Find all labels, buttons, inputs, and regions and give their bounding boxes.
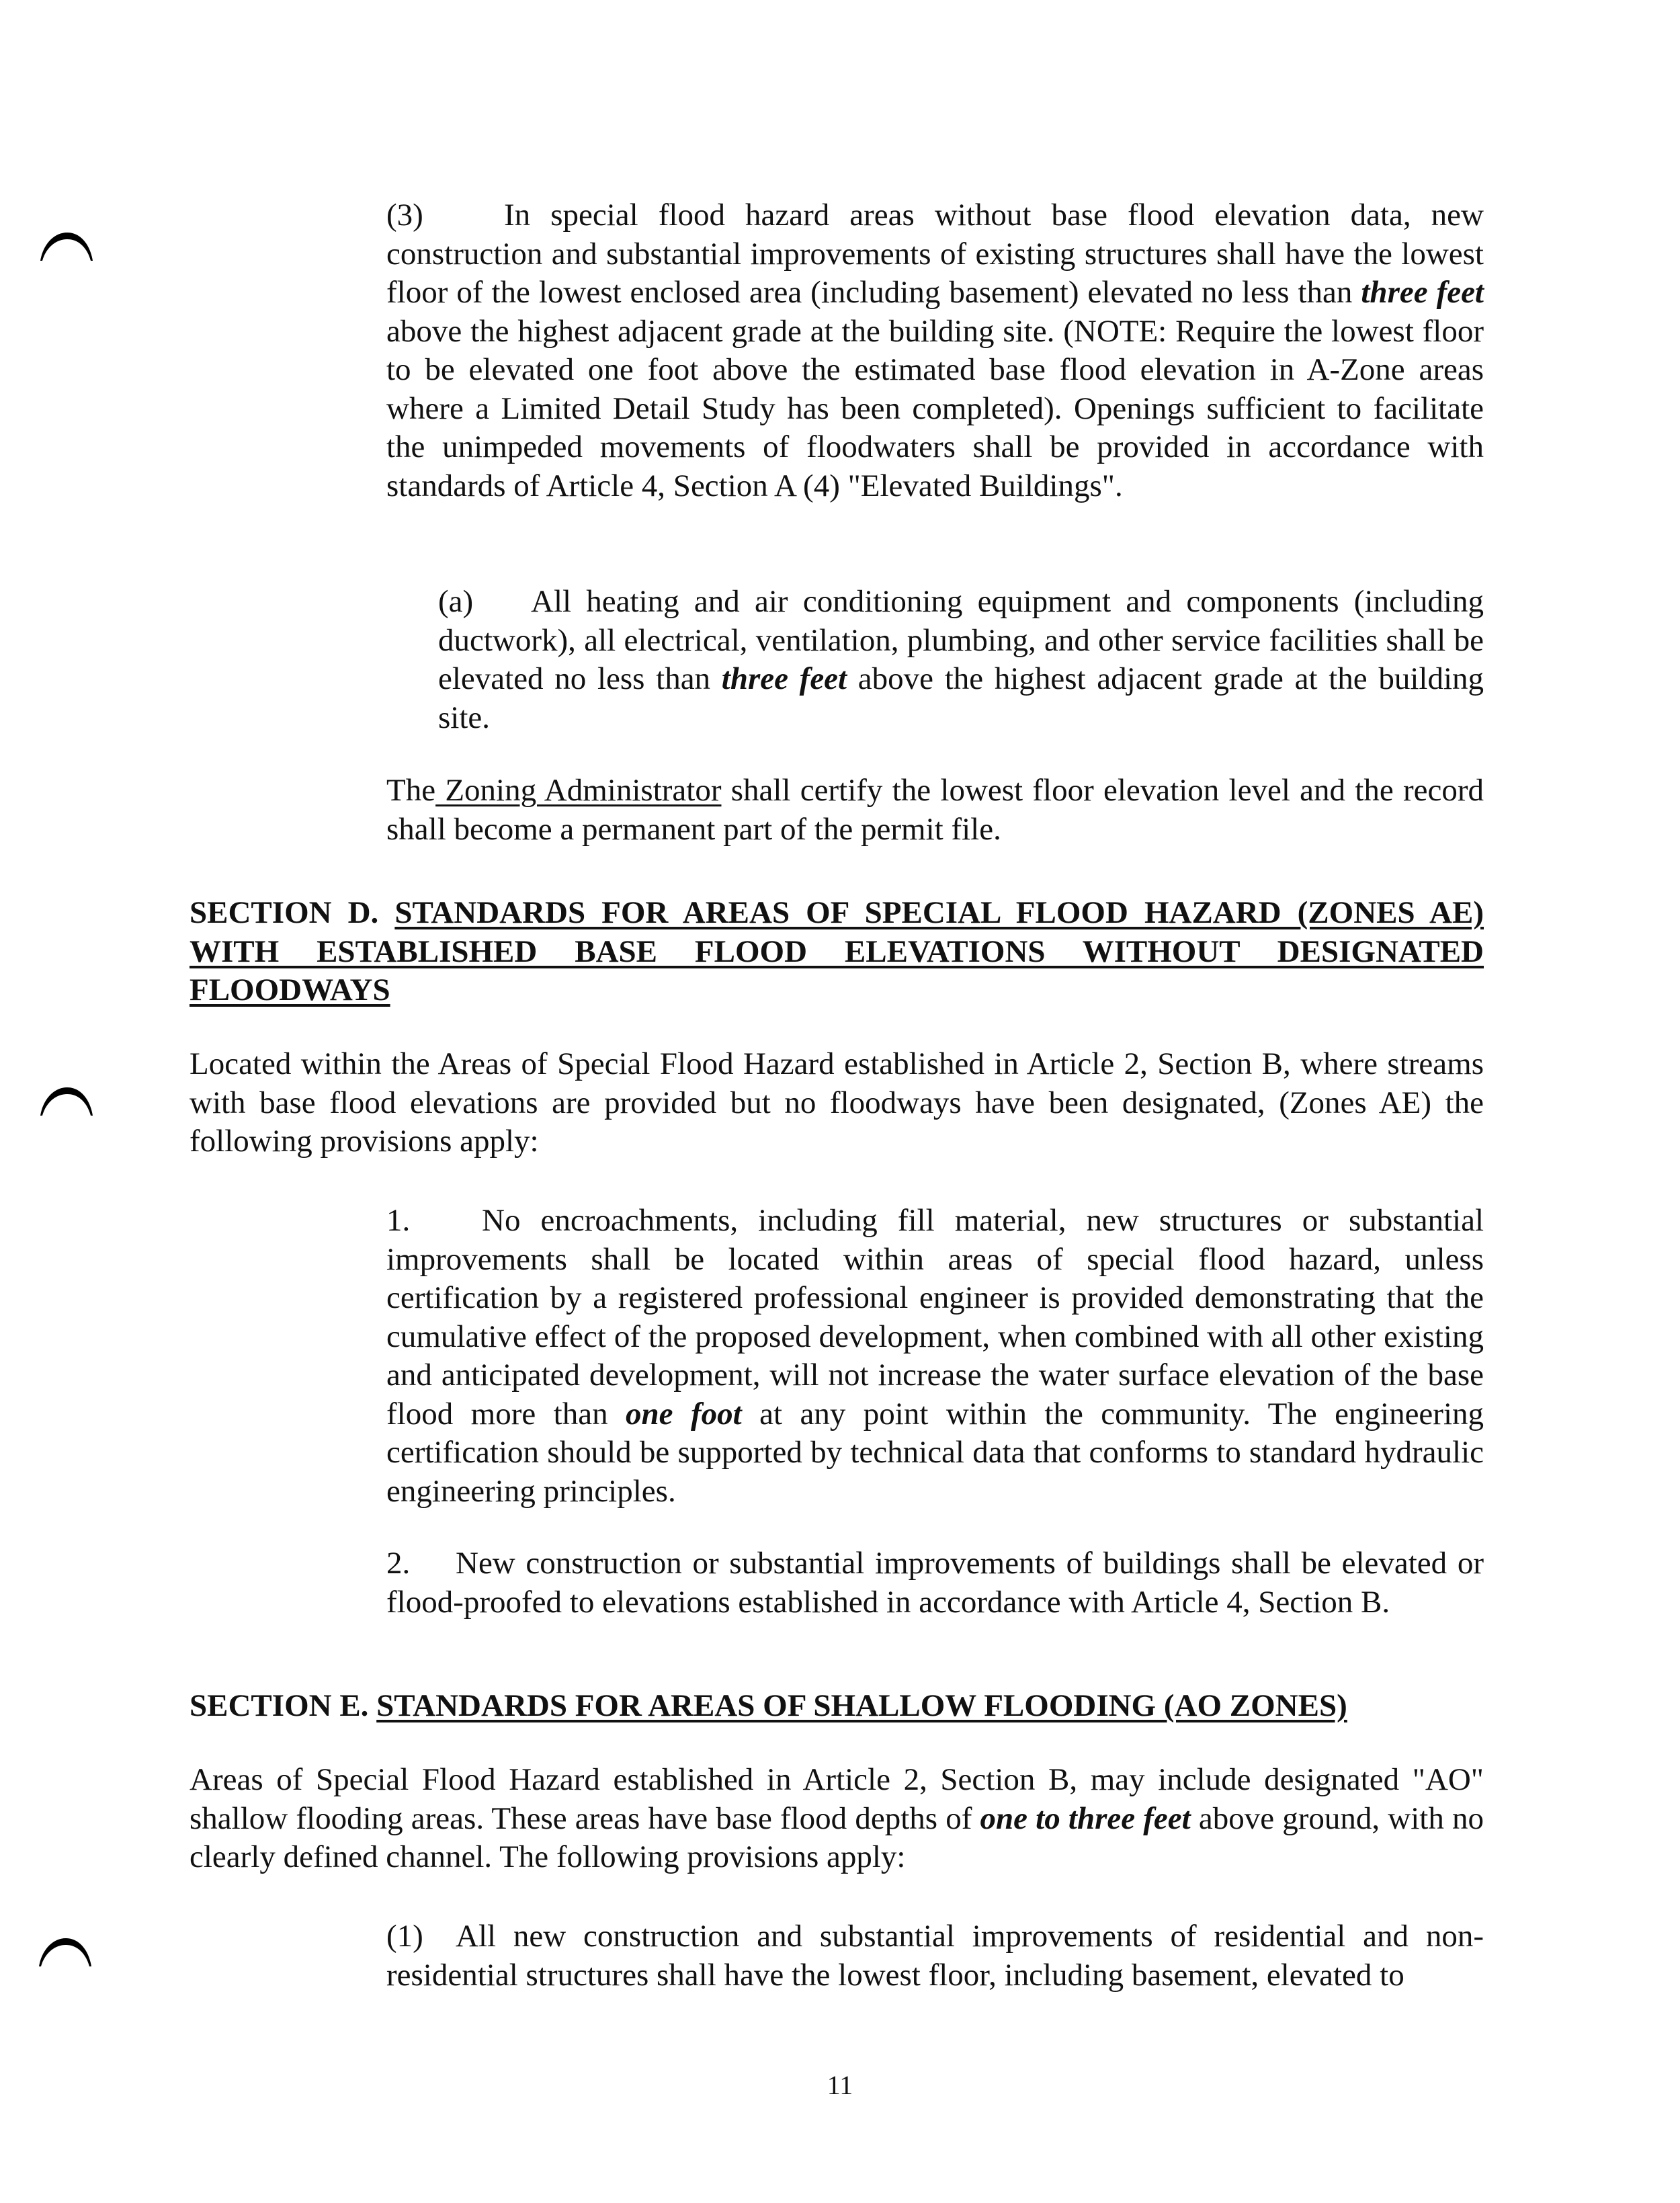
section-title: STANDARDS FOR AREAS OF SPECIAL FLOOD HAZARD (ZONES AE) WITH ESTABLISHED BASE FLOOD ELEVATIONS WITHOUT DESIGNATED FLOODWAYS (190, 895, 1484, 1007)
emphasis-text: three feet (1361, 275, 1484, 310)
emphasis-text: one to three feet (980, 1800, 1191, 1836)
paragraph-text: All heating and air conditioning equipment and components (including ductwork), all electrical, ventilation, plumbing, and other service facilities shall be elevated no less than (438, 584, 1484, 696)
list-marker: 1. (386, 1203, 411, 1238)
section-title: STANDARDS FOR AREAS OF SHALLOW FLOODING (AO ZONES) (376, 1688, 1347, 1723)
list-marker: (3) (386, 198, 423, 233)
section-d-item-1 (386, 1202, 1484, 1511)
list-marker: 2. (386, 1546, 411, 1581)
paragraph-text: at any point within the community. The engineering certification should be supported by technical data that conforms to standard hydraulic engineering principles. (386, 1396, 1484, 1509)
section-d-intro (190, 1045, 1484, 1161)
list-marker: (1) (386, 1919, 423, 1954)
section-e-heading (190, 1687, 1484, 1726)
paragraph-text: Located within the Areas of Special Flood Hazard established in Article 2, Section B, where streams with base flood elevations are provided but no floodways have been designated, (Zones AE) the following provisions apply: (190, 1046, 1484, 1159)
section-d-heading (190, 894, 1484, 1010)
paragraph-text: New construction or substantial improvements of buildings shall be elevated or flood-proofed to elevations established in accordance with Article 4, Section B. (386, 1546, 1484, 1620)
list-marker: (a) (438, 584, 474, 619)
hole-punch-mark-icon (39, 228, 94, 262)
paragraph-3 (386, 196, 1484, 505)
zoning-administrator-underlined: Zoning Administrator (435, 773, 722, 808)
section-e-item-1 (386, 1917, 1484, 1995)
hole-punch-mark-icon (38, 1934, 93, 1968)
emphasis-text: three feet (721, 661, 847, 696)
paragraph-text: above the highest adjacent grade at the building site. (NOTE: Require the lowest floor to be elevated one foot above the estimated base flood elevation in A-Zone areas where a Limited Detail Study has been completed). Openings sufficient to facilitate the unimpeded movements of floodwaters shall be provided in accordance with standards of Article 4, Section A (4) "Elevated Buildings". (386, 313, 1484, 503)
paragraph-text: The (386, 773, 436, 808)
paragraph-text: above ground, with no clearly defined channel. The following provisions apply: (190, 1800, 1484, 1874)
emphasis-text: one foot (626, 1396, 742, 1431)
page-number: 11 (827, 2070, 853, 2100)
certification-paragraph (386, 772, 1484, 849)
section-d-item-2 (386, 1544, 1484, 1622)
paragraph-3a (438, 583, 1484, 737)
section-e-intro (190, 1761, 1484, 1877)
hole-punch-mark-icon (39, 1083, 94, 1117)
paragraph-text: above the highest adjacent grade at the building site. (438, 661, 1484, 735)
paragraph-text: In special flood hazard areas without base flood elevation data, new construction and substantial improvements of existing structures shall have the lowest floor of the lowest enclosed area (including basement) elevated no less than (386, 198, 1484, 310)
section-label: SECTION D. (190, 895, 395, 930)
section-label: SECTION E. (190, 1688, 377, 1723)
paragraph-text: shall certify the lowest floor elevation level and the record shall become a permanent part of the permit file. (386, 773, 1484, 847)
paragraph-text: No encroachments, including fill material, new structures or substantial improvements shall be located within areas of special flood hazard, unless certification by a registered professional engineer is provided demonstrating that the cumulative effect of the proposed development, when combined with all other existing and anticipated development, will not increase the water surface elevation of the base flood more than (386, 1203, 1484, 1431)
paragraph-text: Areas of Special Flood Hazard established in Article 2, Section B, may include designated "AO" shallow flooding areas. These areas have base flood depths of (190, 1762, 1484, 1836)
paragraph-text: All new construction and substantial improvements of residential and non-residential structures shall have the lowest floor, including basement, elevated to (386, 1919, 1484, 1993)
